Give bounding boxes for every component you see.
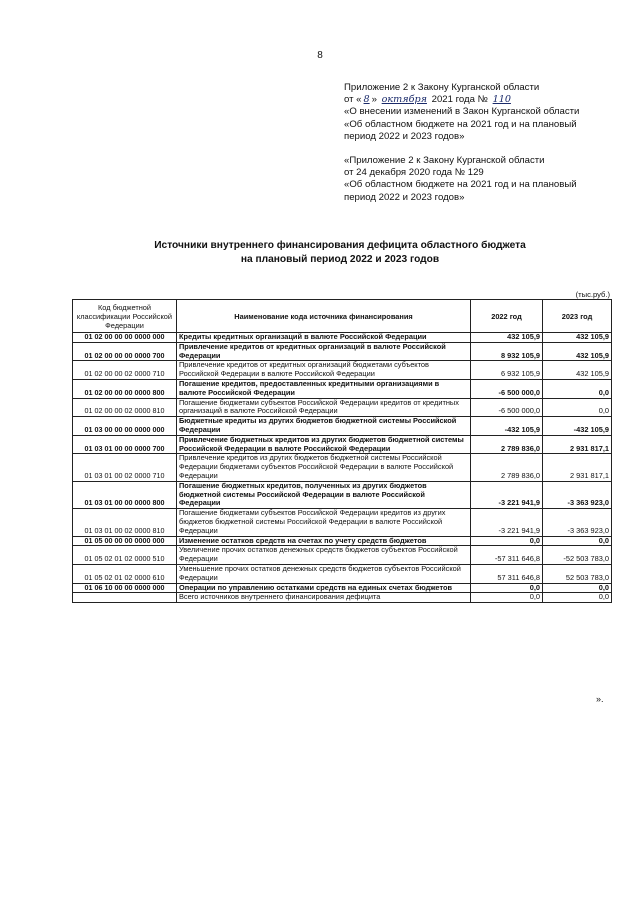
header-2022: 2022 год bbox=[471, 300, 543, 333]
row-name: Уменьшение прочих остатков денежных средств бюджетов субъектов Российской Федерации bbox=[177, 564, 471, 583]
row-value-2022: 2 789 836,0 bbox=[471, 435, 543, 454]
row-name: Увеличение прочих остатков денежных средств бюджетов субъектов Российской Федерации bbox=[177, 546, 471, 565]
appendix-line: «О внесении изменений в Закон Курганской области bbox=[344, 106, 580, 118]
header-code: Код бюджетной классификации Российской Федерации bbox=[73, 300, 177, 333]
row-value-2022: 0,0 bbox=[471, 583, 543, 593]
row-code: 01 05 00 00 00 0000 000 bbox=[73, 536, 177, 546]
row-value-2022: -6 500 000,0 bbox=[471, 379, 543, 398]
header-name: Наименование кода источника финансирования bbox=[177, 300, 471, 333]
date-prefix: от « bbox=[344, 94, 362, 106]
table-row bbox=[73, 454, 612, 481]
row-name: Кредиты кредитных организаций в валюте Российской Федерации bbox=[177, 333, 471, 343]
row-value-2023: 0,0 bbox=[543, 583, 612, 593]
handwritten-day: 8 bbox=[363, 94, 370, 106]
appendix-line: Приложение 2 к Закону Курганской области bbox=[344, 82, 540, 93]
row-value-2022: -6 500 000,0 bbox=[471, 398, 543, 417]
table-row bbox=[73, 536, 612, 546]
row-code: 01 03 01 00 00 0000 700 bbox=[73, 435, 177, 454]
row-value-2022: -3 221 941,9 bbox=[471, 481, 543, 508]
row-value-2023: 0,0 bbox=[543, 398, 612, 417]
appendix-header-original bbox=[344, 155, 614, 204]
row-name: Привлечение кредитов из других бюджетов бюджетной системы Российской Федерации бюджетами субъектов Российской Федерации в валюте Российской Федерации bbox=[177, 454, 471, 481]
table-row bbox=[73, 583, 612, 593]
row-name: Всего источников внутреннего финансирования дефицита bbox=[177, 593, 471, 603]
title-line-2: на плановый период 2022 и 2023 годов bbox=[240, 254, 440, 265]
table-row bbox=[73, 593, 612, 603]
row-name: Погашение бюджетами субъектов Российской Федерации кредитов из других бюджетов бюджетной системы Российской Федерации в валюте Российской Федерации bbox=[177, 509, 471, 536]
row-value-2023: -52 503 783,0 bbox=[543, 546, 612, 565]
row-name: Погашение кредитов, предоставленных кредитными организациями в валюте Российской Федерации bbox=[177, 379, 471, 398]
row-code: 01 03 01 00 02 0000 810 bbox=[73, 509, 177, 536]
row-value-2023: 432 105,9 bbox=[543, 342, 612, 361]
table-row bbox=[73, 546, 612, 565]
appendix-line: «Об областном бюджете на 2021 год и на плановый bbox=[344, 179, 577, 191]
row-value-2023: 0,0 bbox=[543, 593, 612, 603]
row-value-2023: 52 503 783,0 bbox=[543, 564, 612, 583]
row-name: Погашение бюджетами субъектов Российской Федерации кредитов от кредитных организаций в валюте Российской Федерации bbox=[177, 398, 471, 417]
row-code: 01 02 00 00 00 0000 700 bbox=[73, 342, 177, 361]
date-mid: » bbox=[371, 94, 377, 106]
appendix-line: период 2022 и 2023 годов» bbox=[344, 130, 465, 142]
date-suffix: 2021 года № bbox=[431, 94, 488, 106]
row-value-2022: 8 932 105,9 bbox=[471, 342, 543, 361]
appendix-line: от 24 декабря 2020 года № 129 bbox=[344, 167, 484, 179]
row-name: Погашение бюджетных кредитов, полученных из других бюджетов бюджетной системы Российской Федерации в валюте Российской Федерации bbox=[177, 481, 471, 508]
table-row bbox=[73, 333, 612, 343]
row-name: Бюджетные кредиты из других бюджетов бюджетной системы Российской Федерации bbox=[177, 417, 471, 436]
row-code: 01 05 02 01 02 0000 510 bbox=[73, 546, 177, 565]
table-header-row bbox=[73, 300, 612, 333]
row-value-2023: -432 105,9 bbox=[543, 417, 612, 436]
table-body bbox=[73, 333, 612, 603]
page-number: 8 bbox=[317, 50, 323, 61]
row-value-2023: -3 363 923,0 bbox=[543, 481, 612, 508]
handwritten-law-number: 110 bbox=[492, 94, 511, 106]
row-value-2022: 432 105,9 bbox=[471, 333, 543, 343]
table-row bbox=[73, 379, 612, 398]
document-title bbox=[60, 239, 620, 267]
row-code: 01 02 00 00 02 0000 810 bbox=[73, 398, 177, 417]
row-value-2022: 57 311 646,8 bbox=[471, 564, 543, 583]
row-code: 01 02 00 00 00 0000 800 bbox=[73, 379, 177, 398]
row-value-2023: 2 931 817,1 bbox=[543, 454, 612, 481]
table-row bbox=[73, 435, 612, 454]
appendix-line: «Об областном бюджете на 2021 год и на плановый bbox=[344, 118, 577, 130]
row-name: Привлечение кредитов от кредитных организаций в валюте Российской Федерации bbox=[177, 342, 471, 361]
row-code: 01 03 01 00 02 0000 710 bbox=[73, 454, 177, 481]
row-value-2023: 432 105,9 bbox=[543, 361, 612, 380]
row-value-2022: 0,0 bbox=[471, 593, 543, 603]
row-value-2023: 0,0 bbox=[543, 536, 612, 546]
closing-quote-mark: ». bbox=[596, 694, 604, 704]
row-name: Изменение остатков средств на счетах по учету средств бюджетов bbox=[177, 536, 471, 546]
table-row bbox=[73, 564, 612, 583]
handwritten-month: октября bbox=[381, 94, 427, 106]
row-value-2023: -3 363 923,0 bbox=[543, 509, 612, 536]
table-row bbox=[73, 481, 612, 508]
row-code: 01 02 00 00 00 0000 000 bbox=[73, 333, 177, 343]
table-row bbox=[73, 342, 612, 361]
header-2023: 2023 год bbox=[543, 300, 612, 333]
appendix-date-line bbox=[344, 94, 614, 106]
row-name: Привлечение кредитов от кредитных организаций бюджетами субъектов Российской Федерации в валюте Российской Федерации bbox=[177, 361, 471, 380]
table-row bbox=[73, 417, 612, 436]
financing-sources-table bbox=[72, 299, 612, 603]
row-code bbox=[73, 593, 177, 603]
row-value-2023: 432 105,9 bbox=[543, 333, 612, 343]
table-row bbox=[73, 361, 612, 380]
table-row bbox=[73, 509, 612, 536]
appendix-header-current bbox=[344, 82, 614, 143]
units-label: (тыс.руб.) bbox=[575, 290, 610, 299]
appendix-line: «Приложение 2 к Закону Курганской области bbox=[344, 155, 545, 166]
row-value-2022: -432 105,9 bbox=[471, 417, 543, 436]
row-value-2022: 6 932 105,9 bbox=[471, 361, 543, 380]
row-name: Привлечение бюджетных кредитов из других бюджетов бюджетной системы Российской Федерации в валюте Российской Федерации bbox=[177, 435, 471, 454]
row-name: Операции по управлению остатками средств на единых счетах бюджетов bbox=[177, 583, 471, 593]
row-code: 01 06 10 00 00 0000 000 bbox=[73, 583, 177, 593]
row-value-2022: 2 789 836,0 bbox=[471, 454, 543, 481]
row-code: 01 03 00 00 00 0000 000 bbox=[73, 417, 177, 436]
row-value-2023: 0,0 bbox=[543, 379, 612, 398]
row-code: 01 05 02 01 02 0000 610 bbox=[73, 564, 177, 583]
row-value-2022: -57 311 646,8 bbox=[471, 546, 543, 565]
row-value-2023: 2 931 817,1 bbox=[543, 435, 612, 454]
table-row bbox=[73, 398, 612, 417]
row-code: 01 02 00 00 02 0000 710 bbox=[73, 361, 177, 380]
appendix-line: период 2022 и 2023 годов» bbox=[344, 191, 465, 203]
row-value-2022: -3 221 941,9 bbox=[471, 509, 543, 536]
row-code: 01 03 01 00 00 0000 800 bbox=[73, 481, 177, 508]
title-line-1: Источники внутреннего финансирования дефицита областного бюджета bbox=[154, 240, 526, 251]
row-value-2022: 0,0 bbox=[471, 536, 543, 546]
